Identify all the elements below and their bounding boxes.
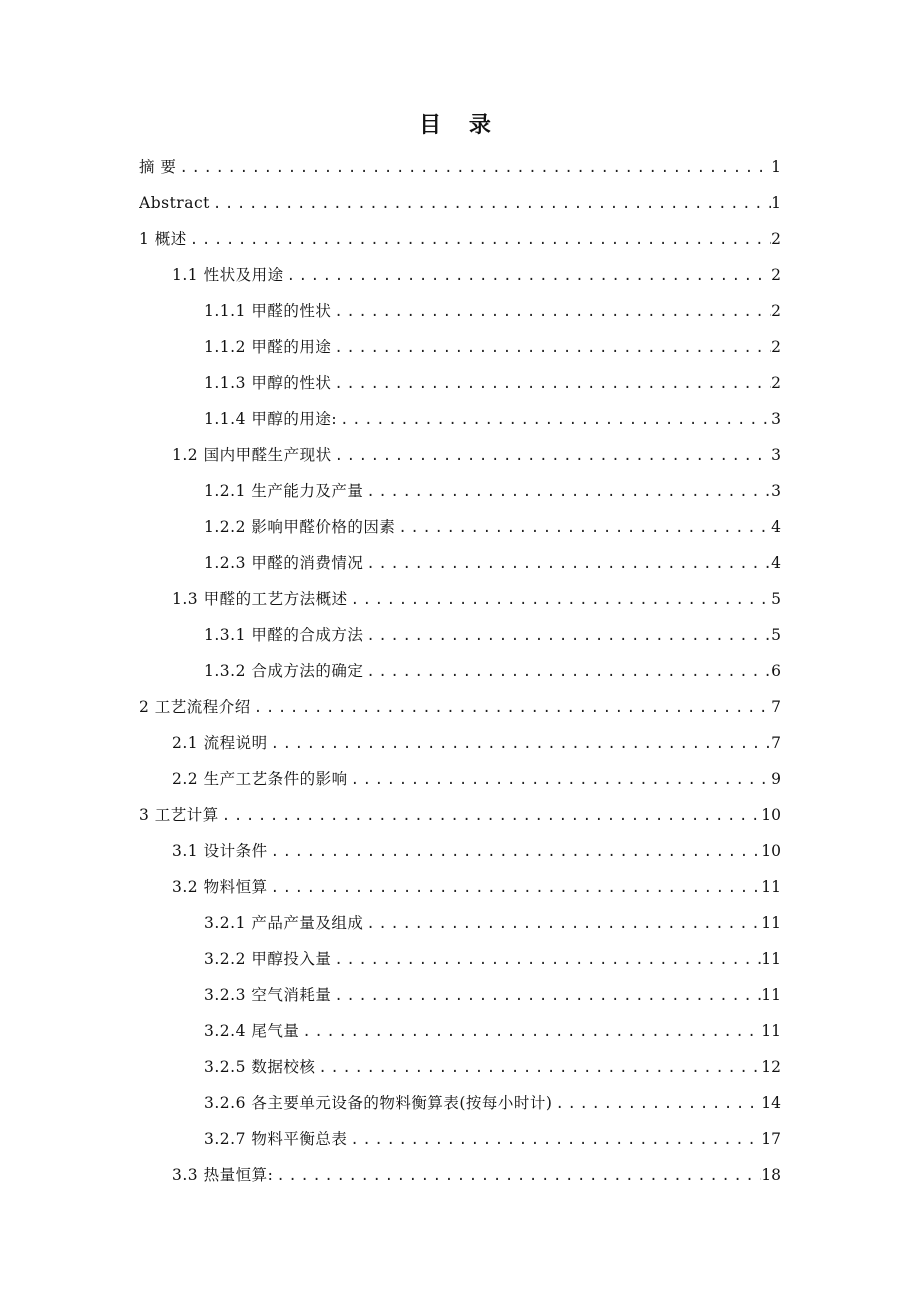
toc-entry-page-number: 11 (761, 914, 781, 932)
toc-entry-abstract-en[interactable] (139, 185, 781, 221)
toc-entry-3[interactable] (139, 797, 781, 833)
toc-entry-page-number: 2 (771, 374, 781, 392)
toc-entry-label: 1.3.1 甲醛的合成方法 (204, 626, 364, 644)
toc-entry-page-number: 2 (771, 302, 781, 320)
toc-entry-label: 3.2.5 数据校核 (204, 1058, 316, 1076)
dot-leader (210, 186, 771, 221)
toc-entry-1-3-1[interactable] (139, 617, 781, 653)
toc-entry-label: 1.2.1 生产能力及产量 (204, 482, 364, 500)
dot-leader (552, 1086, 761, 1121)
toc-entry-page-number: 6 (771, 662, 781, 680)
toc-title: 目 录 (419, 113, 501, 138)
dot-leader (268, 870, 762, 905)
toc-entry-label: 摘 要 (139, 158, 177, 176)
toc-entry-3-2-5[interactable] (139, 1049, 781, 1085)
dot-leader (348, 762, 771, 797)
toc-entry-page-number: 5 (771, 590, 781, 608)
toc-entry-label: 1.2 国内甲醛生产现状 (172, 446, 332, 464)
dot-leader (363, 906, 761, 941)
toc-entry-3-2-7[interactable] (139, 1121, 781, 1157)
dot-leader (187, 222, 771, 257)
toc-entry-label: 2 工艺流程介绍 (139, 698, 251, 716)
toc-entry-page-number: 10 (761, 842, 781, 860)
dot-leader (219, 798, 761, 833)
toc-entry-page-number: 3 (771, 482, 781, 500)
toc-entry-label: 1.2.3 甲醛的消费情况 (204, 554, 364, 572)
toc-entry-label: 3.1 设计条件 (172, 842, 268, 860)
toc-entry-label: 3.2.4 尾气量 (204, 1022, 300, 1040)
toc-entry-page-number: 2 (771, 266, 781, 284)
toc-entry-label: 2.2 生产工艺条件的影响 (172, 770, 348, 788)
toc-entry-label: 3.3 热量恒算: (172, 1166, 274, 1184)
toc-entry-abstract-cn[interactable] (139, 149, 781, 185)
dot-leader (331, 366, 771, 401)
toc-entry-page-number: 11 (761, 1022, 781, 1040)
toc-entry-2[interactable] (139, 689, 781, 725)
toc-entry-2-2[interactable] (139, 761, 781, 797)
dot-leader (268, 726, 771, 761)
toc-entry-page-number: 18 (761, 1166, 781, 1184)
dot-leader (363, 474, 771, 509)
toc-entry-3-1[interactable] (139, 833, 781, 869)
table-of-contents (139, 149, 781, 1193)
toc-entry-page-number: 3 (771, 446, 781, 464)
toc-entry-label: 1.3 甲醛的工艺方法概述 (172, 590, 348, 608)
dot-leader (331, 330, 771, 365)
dot-leader (337, 402, 771, 437)
toc-entry-page-number: 11 (761, 878, 781, 896)
dot-leader (331, 294, 771, 329)
toc-entry-page-number: 2 (771, 338, 781, 356)
dot-leader (363, 546, 771, 581)
toc-entry-label: 3.2 物料恒算 (172, 878, 268, 896)
toc-entry-page-number: 1 (771, 194, 781, 212)
toc-entry-1-1[interactable] (139, 257, 781, 293)
dot-leader (363, 654, 771, 689)
toc-entry-label: 1.1.3 甲醇的性状 (204, 374, 332, 392)
toc-entry-label: 1.1.4 甲醇的用途: (204, 410, 338, 428)
toc-entry-label: 1.2.2 影响甲醛价格的因素 (204, 518, 396, 536)
toc-entry-3-2-2[interactable] (139, 941, 781, 977)
toc-entry-label: 3.2.7 物料平衡总表 (204, 1130, 348, 1148)
dot-leader (268, 834, 762, 869)
toc-entry-1-2[interactable] (139, 437, 781, 473)
toc-entry-label: 3 工艺计算 (139, 806, 219, 824)
toc-entry-label: 3.2.2 甲醇投入量 (204, 950, 332, 968)
toc-entry-label: 2.1 流程说明 (172, 734, 268, 752)
toc-entry-3-2-4[interactable] (139, 1013, 781, 1049)
toc-entry-page-number: 2 (771, 230, 781, 248)
toc-entry-page-number: 3 (771, 410, 781, 428)
dot-leader (347, 1122, 761, 1157)
toc-entry-label: 1.1 性状及用途 (172, 266, 284, 284)
dot-leader (331, 942, 761, 977)
dot-leader (331, 978, 761, 1013)
toc-entry-1[interactable] (139, 221, 781, 257)
toc-entry-3-3[interactable] (139, 1157, 781, 1193)
dot-leader (363, 618, 771, 653)
toc-entry-label: 1.1.2 甲醛的用途 (204, 338, 332, 356)
toc-entry-1-1-1[interactable] (139, 293, 781, 329)
toc-entry-page-number: 5 (771, 626, 781, 644)
dot-leader (284, 258, 771, 293)
dot-leader (251, 690, 771, 725)
dot-leader (395, 510, 771, 545)
dot-leader (315, 1050, 761, 1085)
toc-entry-1-2-1[interactable] (139, 473, 781, 509)
toc-entry-3-2-6[interactable] (139, 1085, 781, 1121)
toc-entry-1-3[interactable] (139, 581, 781, 617)
toc-entry-page-number: 4 (771, 518, 781, 536)
toc-entry-1-2-2[interactable] (139, 509, 781, 545)
toc-entry-page-number: 9 (771, 770, 781, 788)
toc-entry-page-number: 17 (761, 1130, 781, 1148)
toc-entry-label: 3.2.6 各主要单元设备的物料衡算表(按每小时计) (204, 1094, 553, 1112)
toc-entry-label: 3.2.1 产品产量及组成 (204, 914, 364, 932)
toc-entry-3-2[interactable] (139, 869, 781, 905)
dot-leader (332, 438, 771, 473)
toc-entry-1-1-4[interactable] (139, 401, 781, 437)
toc-entry-label: Abstract (139, 194, 210, 212)
toc-entry-page-number: 11 (761, 986, 781, 1004)
toc-entry-1-2-3[interactable] (139, 545, 781, 581)
toc-entry-3-2-1[interactable] (139, 905, 781, 941)
dot-leader (176, 150, 771, 185)
toc-entry-page-number: 12 (761, 1058, 781, 1076)
toc-entry-page-number: 1 (771, 158, 781, 176)
toc-entry-3-2-3[interactable] (139, 977, 781, 1013)
toc-entry-label: 1.1.1 甲醛的性状 (204, 302, 332, 320)
toc-entry-1-3-2[interactable] (139, 653, 781, 689)
toc-entry-page-number: 7 (771, 698, 781, 716)
toc-entry-1-1-3[interactable] (139, 365, 781, 401)
toc-entry-label: 1 概述 (139, 230, 187, 248)
dot-leader (273, 1158, 761, 1193)
toc-entry-page-number: 4 (771, 554, 781, 572)
toc-entry-page-number: 11 (761, 950, 781, 968)
toc-entry-page-number: 10 (761, 806, 781, 824)
dot-leader (299, 1014, 761, 1049)
toc-entry-label: 1.3.2 合成方法的确定 (204, 662, 364, 680)
toc-entry-page-number: 7 (771, 734, 781, 752)
toc-entry-page-number: 14 (761, 1094, 781, 1112)
dot-leader (348, 582, 771, 617)
toc-entry-label: 3.2.3 空气消耗量 (204, 986, 332, 1004)
toc-entry-1-1-2[interactable] (139, 329, 781, 365)
toc-entry-2-1[interactable] (139, 725, 781, 761)
